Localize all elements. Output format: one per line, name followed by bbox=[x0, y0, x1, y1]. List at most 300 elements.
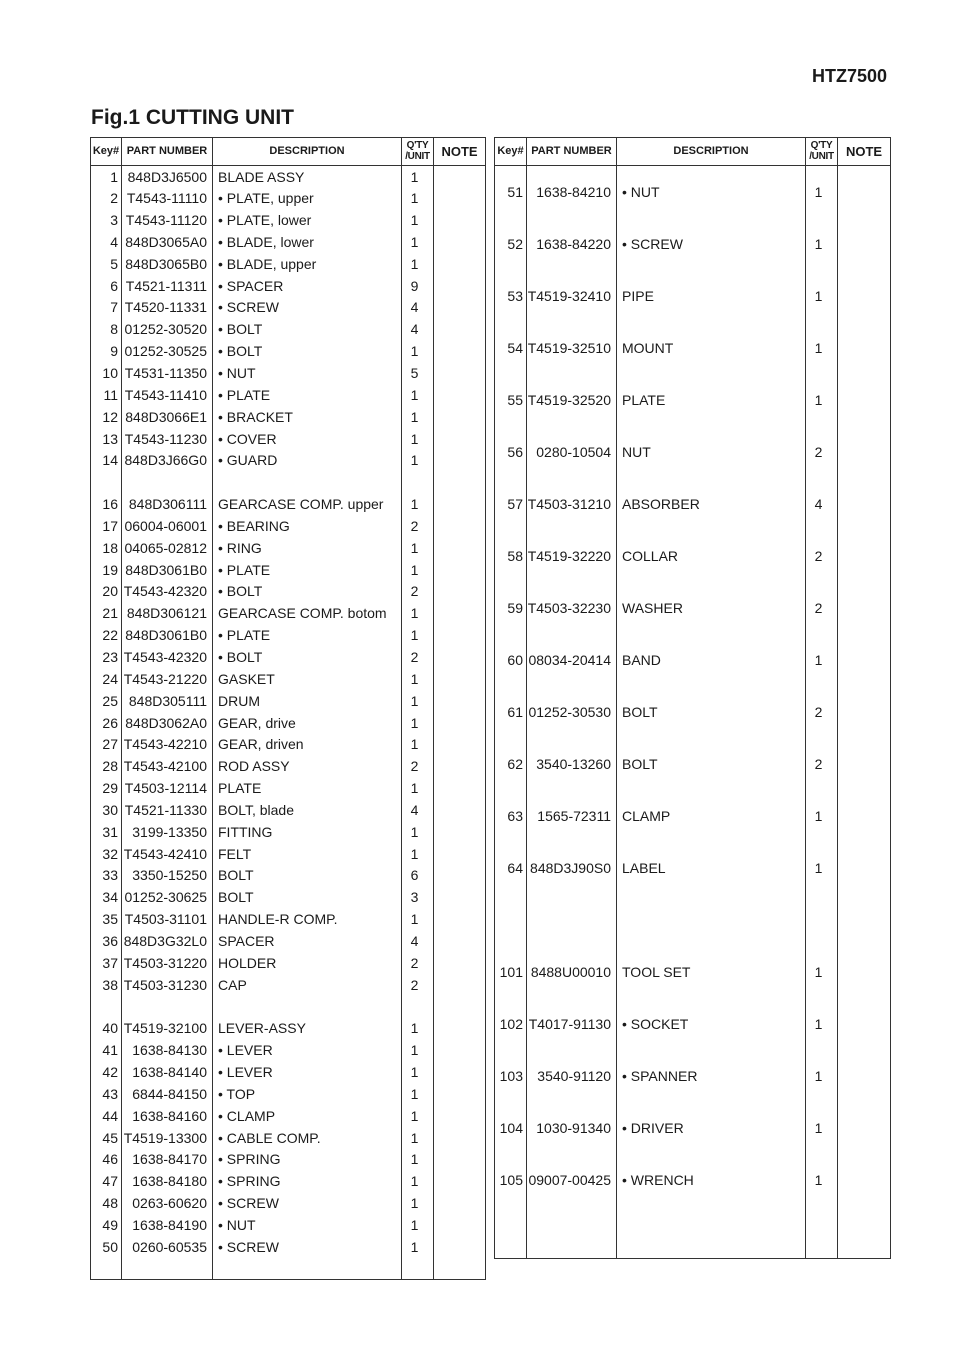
key-cell: 14 bbox=[91, 449, 122, 471]
key-cell: 51 bbox=[495, 166, 527, 218]
description-cell: • SCREW bbox=[617, 218, 806, 270]
part-number-cell: 1638-84210 bbox=[527, 166, 617, 218]
description-cell: • NUT bbox=[213, 1214, 402, 1236]
description-cell: • DRIVER bbox=[617, 1102, 806, 1154]
table-row bbox=[91, 1061, 486, 1083]
description-cell: GEARCASE COMP. botom bbox=[213, 602, 402, 624]
note-cell bbox=[434, 428, 486, 450]
table-row bbox=[495, 322, 891, 374]
key-cell: 13 bbox=[91, 428, 122, 450]
key-cell: 28 bbox=[91, 755, 122, 777]
qty-cell: 4 bbox=[402, 297, 434, 319]
note-cell bbox=[838, 426, 891, 478]
filler-cell bbox=[806, 1206, 838, 1258]
table-row bbox=[91, 1127, 486, 1149]
key-cell: 57 bbox=[495, 478, 527, 530]
description-cell: • CABLE COMP. bbox=[213, 1127, 402, 1149]
key-cell: 8 bbox=[91, 318, 122, 340]
qty-cell: 1 bbox=[402, 1214, 434, 1236]
qty-cell: 1 bbox=[402, 1148, 434, 1170]
qty-cell: 1 bbox=[402, 428, 434, 450]
table-row bbox=[91, 1214, 486, 1236]
description-cell: PLATE bbox=[213, 777, 402, 799]
part-number-cell: T4543-42320 bbox=[122, 646, 213, 668]
key-cell: 63 bbox=[495, 790, 527, 842]
description-cell: • GUARD bbox=[213, 449, 402, 471]
note-cell bbox=[838, 166, 891, 218]
qty-cell: 1 bbox=[402, 690, 434, 712]
qty-cell: 4 bbox=[402, 318, 434, 340]
table-row bbox=[495, 790, 891, 842]
part-number-cell: 3199-13350 bbox=[122, 821, 213, 843]
note-cell bbox=[434, 1236, 486, 1258]
qty-cell: 9 bbox=[402, 275, 434, 297]
description-cell: LABEL bbox=[617, 842, 806, 894]
table-row bbox=[91, 275, 486, 297]
spacer-row bbox=[495, 894, 891, 946]
part-number-cell: 6844-84150 bbox=[122, 1083, 213, 1105]
note-cell bbox=[434, 1061, 486, 1083]
note-cell bbox=[434, 1170, 486, 1192]
note-cell bbox=[434, 1039, 486, 1061]
qty-cell: 1 bbox=[402, 1192, 434, 1214]
key-cell: 22 bbox=[91, 624, 122, 646]
note-cell bbox=[434, 952, 486, 974]
key-cell: 16 bbox=[91, 493, 122, 515]
spacer-cell bbox=[402, 471, 434, 493]
key-cell: 37 bbox=[91, 952, 122, 974]
note-cell bbox=[434, 1192, 486, 1214]
key-cell: 1 bbox=[91, 166, 122, 188]
qty-cell: 1 bbox=[402, 340, 434, 362]
description-cell: • COVER bbox=[213, 428, 402, 450]
key-cell: 7 bbox=[91, 297, 122, 319]
part-number-cell: 848D3065B0 bbox=[122, 253, 213, 275]
note-cell bbox=[434, 384, 486, 406]
qty-cell: 1 bbox=[402, 449, 434, 471]
spacer-cell bbox=[838, 894, 891, 946]
note-cell bbox=[434, 755, 486, 777]
note-cell bbox=[434, 362, 486, 384]
key-cell: 3 bbox=[91, 209, 122, 231]
note-cell bbox=[838, 842, 891, 894]
key-cell: 21 bbox=[91, 602, 122, 624]
description-cell: WASHER bbox=[617, 582, 806, 634]
qty-cell: 1 bbox=[806, 946, 838, 998]
note-cell bbox=[838, 1154, 891, 1206]
note-cell bbox=[434, 908, 486, 930]
key-cell: 4 bbox=[91, 231, 122, 253]
table-row bbox=[91, 253, 486, 275]
key-cell: 29 bbox=[91, 777, 122, 799]
key-cell: 35 bbox=[91, 908, 122, 930]
key-cell: 52 bbox=[495, 218, 527, 270]
qty-cell: 1 bbox=[806, 1050, 838, 1102]
qty-cell: 1 bbox=[402, 209, 434, 231]
key-cell: 42 bbox=[91, 1061, 122, 1083]
qty-cell: 2 bbox=[402, 952, 434, 974]
qty-column-header bbox=[402, 138, 434, 166]
spacer-cell bbox=[122, 471, 213, 493]
parts-table-right bbox=[494, 137, 891, 1259]
key-cell: 2 bbox=[91, 187, 122, 209]
part-number-cell: T4503-32230 bbox=[527, 582, 617, 634]
key-cell: 105 bbox=[495, 1154, 527, 1206]
note-cell bbox=[434, 559, 486, 581]
description-cell: • TOP bbox=[213, 1083, 402, 1105]
note-cell bbox=[434, 865, 486, 887]
description-cell: • PLATE bbox=[213, 384, 402, 406]
table-row bbox=[91, 952, 486, 974]
qty-cell: 2 bbox=[402, 515, 434, 537]
part-number-cell: T4543-11410 bbox=[122, 384, 213, 406]
qty-column-header bbox=[806, 138, 838, 166]
table-row bbox=[495, 582, 891, 634]
qty-cell: 1 bbox=[806, 374, 838, 426]
description-cell: • LEVER bbox=[213, 1061, 402, 1083]
part-number-cell: 3540-13260 bbox=[527, 738, 617, 790]
note-column-header: NOTE bbox=[838, 138, 891, 166]
table-row bbox=[91, 930, 486, 952]
figure-title: Fig.1 CUTTING UNIT bbox=[91, 106, 294, 129]
note-cell bbox=[434, 340, 486, 362]
note-cell bbox=[838, 1102, 891, 1154]
key-cell: 12 bbox=[91, 406, 122, 428]
description-cell: PLATE bbox=[617, 374, 806, 426]
part-number-cell: 0263-60620 bbox=[122, 1192, 213, 1214]
description-column-header: DESCRIPTION bbox=[213, 138, 402, 166]
table-row bbox=[91, 690, 486, 712]
spacer-cell bbox=[527, 894, 617, 946]
part-number-cell: 1638-84220 bbox=[527, 218, 617, 270]
key-cell: 10 bbox=[91, 362, 122, 384]
key-column-header: Key# bbox=[91, 138, 122, 166]
table-row bbox=[495, 374, 891, 426]
table-row bbox=[91, 428, 486, 450]
note-cell bbox=[434, 406, 486, 428]
qty-cell: 2 bbox=[402, 974, 434, 996]
key-cell: 43 bbox=[91, 1083, 122, 1105]
part-number-cell: 3540-91120 bbox=[527, 1050, 617, 1102]
note-cell bbox=[434, 1214, 486, 1236]
note-cell bbox=[434, 886, 486, 908]
table-row bbox=[91, 515, 486, 537]
key-cell: 54 bbox=[495, 322, 527, 374]
qty-cell: 1 bbox=[402, 493, 434, 515]
description-cell: • SCREW bbox=[213, 1192, 402, 1214]
qty-cell: 2 bbox=[806, 738, 838, 790]
note-cell bbox=[838, 998, 891, 1050]
key-cell: 5 bbox=[91, 253, 122, 275]
qty-cell: 1 bbox=[402, 712, 434, 734]
description-cell: FITTING bbox=[213, 821, 402, 843]
description-cell: BAND bbox=[617, 634, 806, 686]
table-row bbox=[91, 449, 486, 471]
table-row bbox=[91, 209, 486, 231]
filler-cell bbox=[527, 1206, 617, 1258]
description-cell: PIPE bbox=[617, 270, 806, 322]
table-row bbox=[91, 1105, 486, 1127]
spacer-row bbox=[91, 471, 486, 493]
table-row bbox=[91, 602, 486, 624]
note-cell bbox=[434, 1017, 486, 1039]
qty-cell: 1 bbox=[806, 218, 838, 270]
note-cell bbox=[434, 209, 486, 231]
description-cell: SPACER bbox=[213, 930, 402, 952]
part-number-cell: 1638-84130 bbox=[122, 1039, 213, 1061]
description-cell: BLADE ASSY bbox=[213, 166, 402, 188]
part-number-cell: 848D3065A0 bbox=[122, 231, 213, 253]
part-number-cell: T4519-32510 bbox=[527, 322, 617, 374]
description-cell: • PLATE, lower bbox=[213, 209, 402, 231]
table-row bbox=[495, 1154, 891, 1206]
part-number-cell: 1638-84140 bbox=[122, 1061, 213, 1083]
filler-row bbox=[91, 1258, 486, 1280]
note-cell bbox=[434, 930, 486, 952]
description-cell: GEARCASE COMP. upper bbox=[213, 493, 402, 515]
note-cell bbox=[434, 799, 486, 821]
qty-cell: 1 bbox=[402, 843, 434, 865]
key-cell: 58 bbox=[495, 530, 527, 582]
key-cell: 31 bbox=[91, 821, 122, 843]
description-column-header: DESCRIPTION bbox=[617, 138, 806, 166]
key-cell: 61 bbox=[495, 686, 527, 738]
key-cell: 47 bbox=[91, 1170, 122, 1192]
description-cell: • NUT bbox=[213, 362, 402, 384]
key-cell: 56 bbox=[495, 426, 527, 478]
description-cell: • NUT bbox=[617, 166, 806, 218]
part-number-cell: 848D3061B0 bbox=[122, 559, 213, 581]
qty-cell: 1 bbox=[402, 602, 434, 624]
part-number-cell: 1638-84190 bbox=[122, 1214, 213, 1236]
table-row bbox=[91, 581, 486, 603]
part-number-cell: T4519-32220 bbox=[527, 530, 617, 582]
table-row bbox=[495, 686, 891, 738]
qty-cell: 1 bbox=[402, 231, 434, 253]
note-cell bbox=[838, 270, 891, 322]
table-row bbox=[495, 1102, 891, 1154]
note-cell bbox=[434, 297, 486, 319]
note-cell bbox=[434, 1127, 486, 1149]
table-row bbox=[91, 668, 486, 690]
key-cell: 36 bbox=[91, 930, 122, 952]
key-cell: 34 bbox=[91, 886, 122, 908]
table-row bbox=[91, 646, 486, 668]
spacer-cell bbox=[806, 894, 838, 946]
qty-cell: 2 bbox=[806, 426, 838, 478]
description-cell: • SCREW bbox=[213, 297, 402, 319]
table-row bbox=[91, 843, 486, 865]
table-row bbox=[495, 218, 891, 270]
description-cell: HOLDER bbox=[213, 952, 402, 974]
table-row bbox=[495, 634, 891, 686]
part-number-column-header: PART NUMBER bbox=[122, 138, 213, 166]
table-row bbox=[91, 1148, 486, 1170]
qty-cell: 1 bbox=[806, 1102, 838, 1154]
table-row bbox=[495, 270, 891, 322]
description-cell: • BRACKET bbox=[213, 406, 402, 428]
spacer-cell bbox=[402, 996, 434, 1018]
description-cell: BOLT bbox=[213, 865, 402, 887]
part-number-cell: 3350-15250 bbox=[122, 865, 213, 887]
note-cell bbox=[434, 1148, 486, 1170]
filler-cell bbox=[122, 1258, 213, 1280]
qty-cell: 1 bbox=[806, 634, 838, 686]
part-number-cell: T4520-11331 bbox=[122, 297, 213, 319]
note-cell bbox=[434, 1105, 486, 1127]
part-number-cell: 01252-30530 bbox=[527, 686, 617, 738]
key-cell: 17 bbox=[91, 515, 122, 537]
description-cell: BOLT bbox=[617, 686, 806, 738]
description-cell: • PLATE, upper bbox=[213, 187, 402, 209]
table-row bbox=[91, 886, 486, 908]
part-number-cell: T4543-11110 bbox=[122, 187, 213, 209]
part-number-cell: T4543-42210 bbox=[122, 733, 213, 755]
key-cell: 41 bbox=[91, 1039, 122, 1061]
spacer-cell bbox=[213, 996, 402, 1018]
note-cell bbox=[838, 582, 891, 634]
qty-cell: 4 bbox=[402, 930, 434, 952]
key-cell: 6 bbox=[91, 275, 122, 297]
description-cell: TOOL SET bbox=[617, 946, 806, 998]
key-cell: 101 bbox=[495, 946, 527, 998]
key-cell: 23 bbox=[91, 646, 122, 668]
spacer-cell bbox=[122, 996, 213, 1018]
note-cell bbox=[838, 322, 891, 374]
qty-cell: 1 bbox=[402, 253, 434, 275]
part-number-cell: T4519-32410 bbox=[527, 270, 617, 322]
qty-header-line2: /UNIT bbox=[405, 150, 430, 162]
qty-cell: 1 bbox=[402, 384, 434, 406]
description-cell: • PLATE bbox=[213, 559, 402, 581]
description-cell: • SOCKET bbox=[617, 998, 806, 1050]
note-cell bbox=[434, 668, 486, 690]
table-row bbox=[91, 406, 486, 428]
description-cell: LEVER-ASSY bbox=[213, 1017, 402, 1039]
table-row bbox=[91, 712, 486, 734]
part-number-cell: T4543-21220 bbox=[122, 668, 213, 690]
qty-cell: 1 bbox=[402, 733, 434, 755]
note-cell bbox=[434, 231, 486, 253]
filler-cell bbox=[495, 1206, 527, 1258]
qty-cell: 1 bbox=[402, 187, 434, 209]
key-cell: 32 bbox=[91, 843, 122, 865]
qty-cell: 1 bbox=[402, 537, 434, 559]
description-cell: BOLT bbox=[213, 886, 402, 908]
table-row bbox=[91, 297, 486, 319]
description-cell: • WRENCH bbox=[617, 1154, 806, 1206]
part-number-cell: T4503-31210 bbox=[527, 478, 617, 530]
part-number-cell: T4531-11350 bbox=[122, 362, 213, 384]
note-cell bbox=[434, 690, 486, 712]
filler-row bbox=[495, 1206, 891, 1258]
parts-table-right-body bbox=[495, 166, 891, 1259]
key-cell: 38 bbox=[91, 974, 122, 996]
part-number-cell: 848D3061B0 bbox=[122, 624, 213, 646]
note-cell bbox=[434, 537, 486, 559]
qty-cell: 2 bbox=[806, 530, 838, 582]
table-row bbox=[495, 842, 891, 894]
part-number-cell: T4521-11311 bbox=[122, 275, 213, 297]
part-number-cell: 09007-00425 bbox=[527, 1154, 617, 1206]
key-cell: 48 bbox=[91, 1192, 122, 1214]
part-number-cell: 1565-72311 bbox=[527, 790, 617, 842]
table-row bbox=[91, 231, 486, 253]
note-cell bbox=[838, 530, 891, 582]
part-number-cell: T4503-31220 bbox=[122, 952, 213, 974]
qty-cell: 5 bbox=[402, 362, 434, 384]
spacer-cell bbox=[495, 894, 527, 946]
qty-cell: 1 bbox=[806, 790, 838, 842]
table-row bbox=[495, 998, 891, 1050]
key-cell: 45 bbox=[91, 1127, 122, 1149]
filler-cell bbox=[402, 1258, 434, 1280]
part-number-cell: 01252-30520 bbox=[122, 318, 213, 340]
description-cell: • BLADE, lower bbox=[213, 231, 402, 253]
description-cell: • BOLT bbox=[213, 581, 402, 603]
part-number-cell: 848D306121 bbox=[122, 602, 213, 624]
part-number-cell: T4017-91130 bbox=[527, 998, 617, 1050]
qty-cell: 4 bbox=[806, 478, 838, 530]
spacer-cell bbox=[91, 996, 122, 1018]
part-number-cell: T4543-42320 bbox=[122, 581, 213, 603]
part-number-cell: 8488U00010 bbox=[527, 946, 617, 998]
description-cell: HANDLE-R COMP. bbox=[213, 908, 402, 930]
description-cell: • BOLT bbox=[213, 340, 402, 362]
note-cell bbox=[434, 602, 486, 624]
key-cell: 33 bbox=[91, 865, 122, 887]
key-cell: 103 bbox=[495, 1050, 527, 1102]
part-number-cell: T4519-32520 bbox=[527, 374, 617, 426]
key-cell: 62 bbox=[495, 738, 527, 790]
part-number-cell: T4543-11120 bbox=[122, 209, 213, 231]
table-row bbox=[91, 537, 486, 559]
table-row bbox=[91, 799, 486, 821]
qty-cell: 1 bbox=[402, 166, 434, 188]
table-row bbox=[91, 166, 486, 188]
qty-cell: 3 bbox=[402, 886, 434, 908]
table-row bbox=[91, 340, 486, 362]
table-row bbox=[495, 478, 891, 530]
qty-cell: 1 bbox=[402, 559, 434, 581]
part-number-cell: 01252-30525 bbox=[122, 340, 213, 362]
key-cell: 53 bbox=[495, 270, 527, 322]
qty-cell: 1 bbox=[402, 1039, 434, 1061]
filler-cell bbox=[434, 1258, 486, 1280]
part-number-cell: 848D305111 bbox=[122, 690, 213, 712]
qty-cell: 1 bbox=[402, 1236, 434, 1258]
note-cell bbox=[434, 624, 486, 646]
description-cell: • BEARING bbox=[213, 515, 402, 537]
qty-cell: 2 bbox=[402, 646, 434, 668]
description-cell: • PLATE bbox=[213, 624, 402, 646]
qty-cell: 1 bbox=[806, 842, 838, 894]
description-cell: • SPRING bbox=[213, 1170, 402, 1192]
note-cell bbox=[838, 634, 891, 686]
note-cell bbox=[838, 946, 891, 998]
note-cell bbox=[434, 1083, 486, 1105]
table-header-row bbox=[91, 138, 486, 166]
table-header-row bbox=[495, 138, 891, 166]
note-cell bbox=[434, 821, 486, 843]
note-cell bbox=[434, 493, 486, 515]
note-column-header: NOTE bbox=[434, 138, 486, 166]
spacer-cell bbox=[91, 471, 122, 493]
description-cell: • LEVER bbox=[213, 1039, 402, 1061]
key-cell: 50 bbox=[91, 1236, 122, 1258]
description-cell: COLLAR bbox=[617, 530, 806, 582]
description-cell: • CLAMP bbox=[213, 1105, 402, 1127]
